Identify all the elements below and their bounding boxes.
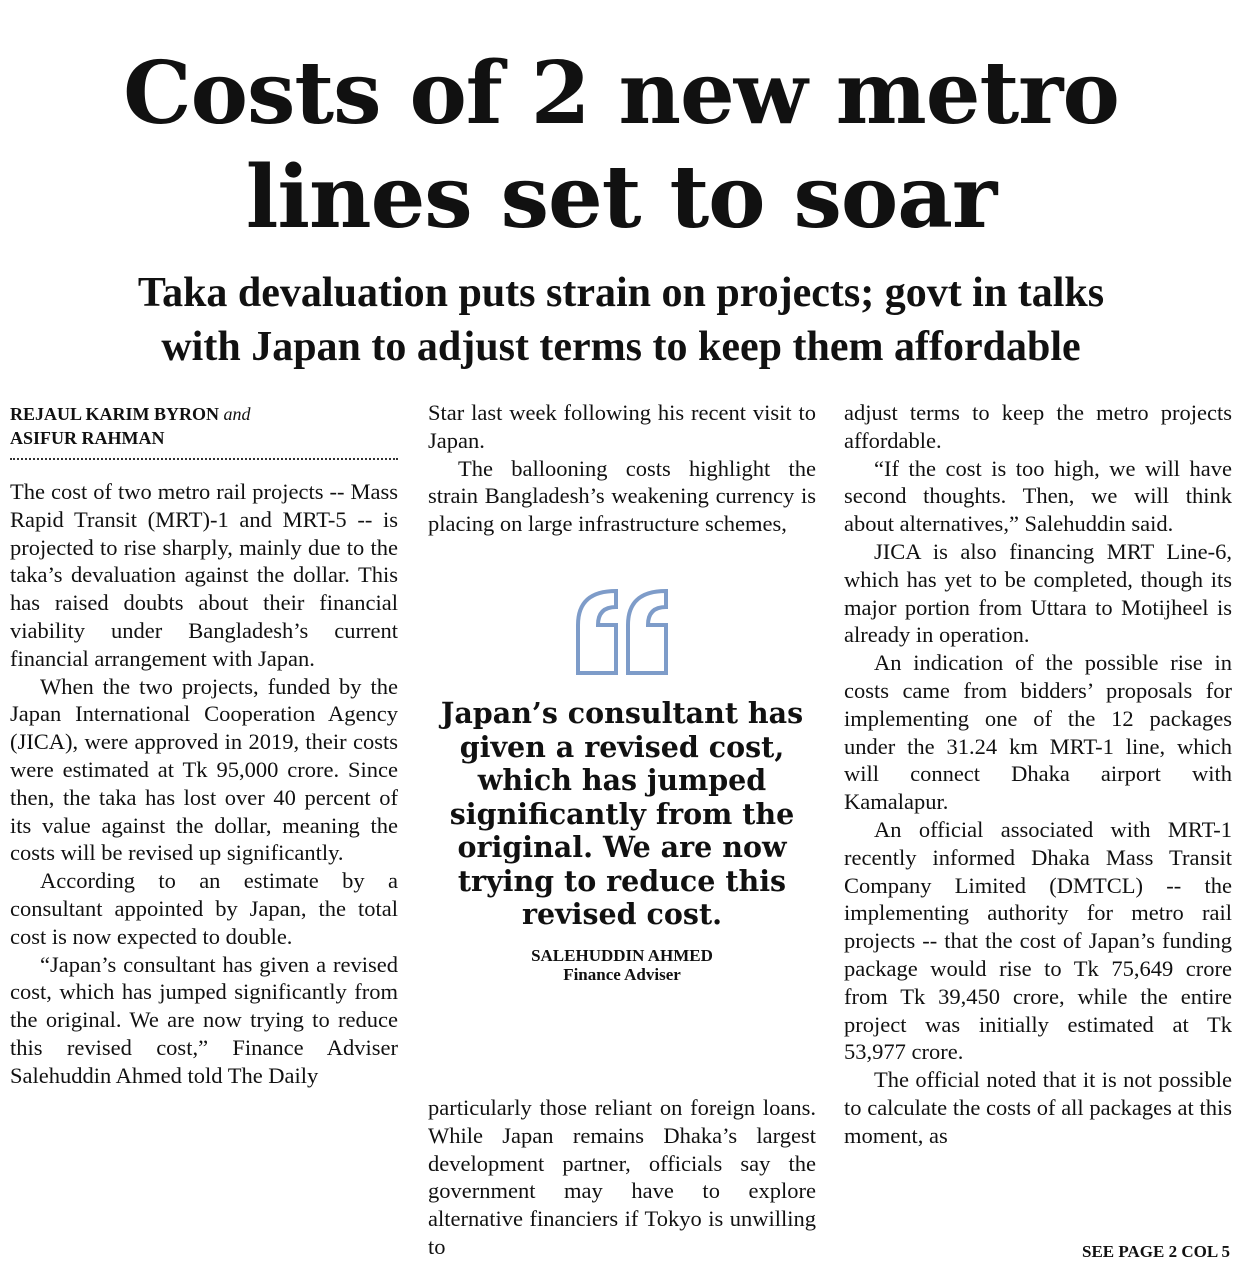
pull-quote-text: Japan’s consultant has given a revised cost, which has jumped significantly from the original. We are now trying to reduce this revised cost. [440,696,804,931]
quote-mark-icon [572,585,672,675]
paragraph: “If the cost is too high, we will have second thoughts. Then, we will think about alternatives,” Salehuddin said. [844,455,1232,537]
headline-line-1: Costs of 2 new metro [123,43,1119,144]
paragraph: “Japan’s consultant has given a revised cost, which has jumped significantly from the original. We are now trying to reduce this revised cost,” Finance Adviser Salehuddin Ahmed told The Daily [10,951,398,1088]
paragraph: The cost of two metro rail projects -- Mass Rapid Transit (MRT)-1 and MRT-5 -- is projected to rise sharply, mainly due to the taka’s devaluation against the dollar. This has raised doubts about their financial viability under Bangladesh’s current financial arrangement with Japan. [10,479,398,671]
subheadline-line-1: Taka devaluation puts strain on projects; govt in talks [137,270,1105,316]
paragraph: An official associated with MRT-1 recently informed Dhaka Mass Transit Company Limited (DMTCL) -- the implementing authority for metro rail projects -- that the cost of Japan’s funding package would rise to Tk 75,649 crore from Tk 39,450 crore, while the entire project was initially estimated at Tk 53,977 crore. [844,816,1232,1065]
paragraph: JICA is also financing MRT Line-6, which has yet to be completed, though its major portion from Uttara to Motijheel is already in operation. [844,538,1232,648]
pull-quote-title: Finance Adviser [563,964,681,984]
paragraph: According to an estimate by a consultant appointed by Japan, the total cost is now expected to double. [10,868,398,949]
byline-conjunction: and [223,404,251,424]
paragraph: The official noted that it is not possible to calculate the costs of all packages at this moment, as [844,1067,1232,1148]
pull-quote [430,585,814,984]
article-column-1 [10,478,398,1090]
continued-on-link[interactable]: SEE PAGE 2 COL 5 [1082,1242,1230,1261]
pull-quote-attribution [430,946,814,984]
pull-quote-name: SALEHUDDIN AHMED [531,945,713,965]
paragraph: An indication of the possible rise in costs came from bidders’ proposals for implementing one of the 12 packages under the 31.24 km MRT-1 line, which will connect Dhaka airport with Kamalapur. [844,650,1232,815]
paragraph: The ballooning costs highlight the strain Bangladesh’s weakening currency is placing on large infrastructure schemes, [428,455,816,537]
subheadline-line-2: with Japan to adjust terms to keep them affordable [161,324,1081,370]
byline [10,402,398,450]
headline [0,42,1242,250]
byline-divider [10,458,398,460]
article-column-2-bottom [428,1094,816,1261]
article-column-2-top [428,399,816,538]
paragraph: When the two projects, funded by the Japan International Cooperation Agency (JICA), were approved in 2019, their costs were estimated at Tk 95,000 crore. Since then, the taka has lost over 40 percent of its value against the dollar, meaning the costs will be revised up significantly. [10,673,398,866]
byline-author-2: ASIFUR RAHMAN [10,428,165,448]
byline-author-1: REJAUL KARIM BYRON [10,404,220,424]
paragraph: Star last week following his recent visit to Japan. [428,400,816,453]
paragraph: particularly those reliant on foreign loans. While Japan remains Dhaka’s largest development partner, officials say the government may have to explore alternative financiers if Tokyo is unwilling to [428,1095,816,1259]
headline-line-2: lines set to soar [245,147,997,248]
paragraph: adjust terms to keep the metro projects affordable. [844,400,1232,453]
subheadline [0,266,1242,374]
article-column-3 [844,399,1232,1150]
